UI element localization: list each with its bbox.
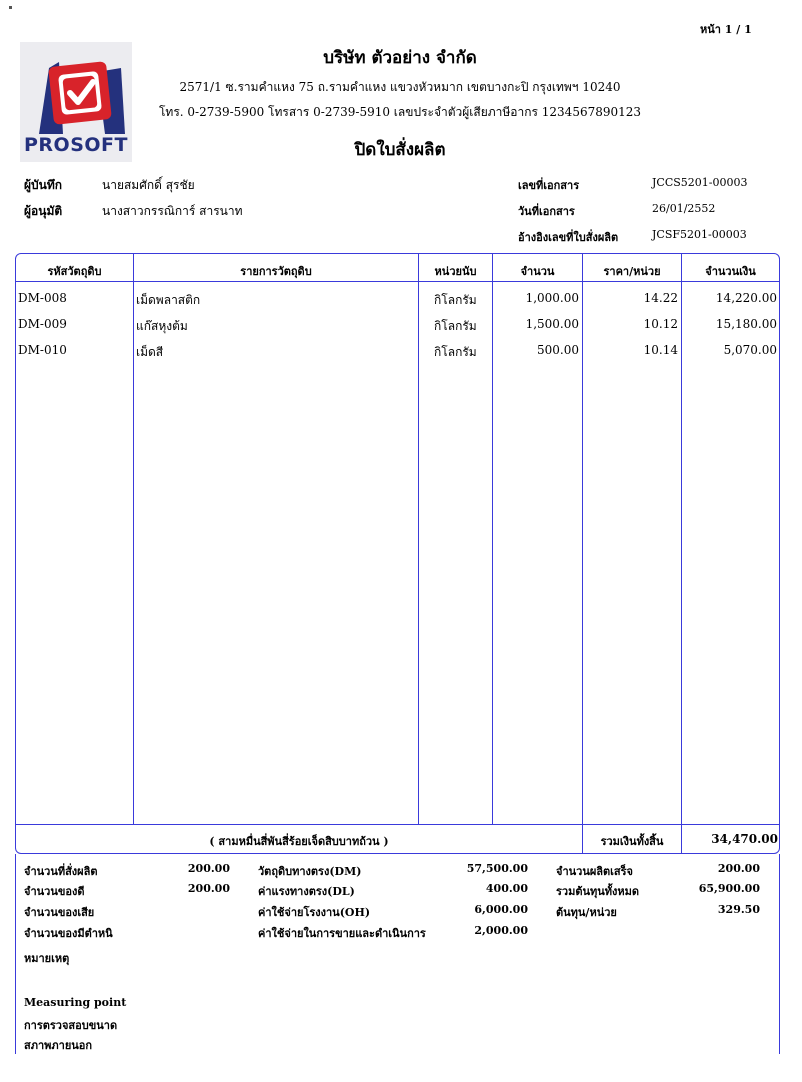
header-material-code: รหัสวัตถุดิบ [47,265,102,278]
header-price: ราคา/หน่วย [603,265,661,278]
table-row-price: 10.12 [643,317,678,331]
doc-no-label: เลขที่เอกสาร [518,179,580,192]
table-row-amount: 5,070.00 [723,343,777,357]
approver-label: ผู้อนุมัติ [24,204,63,218]
page-indicator: หน้า 1 / 1 [700,23,752,36]
doc-date-value: 26/01/2552 [652,202,716,215]
left-border-line [15,854,16,1054]
table-row-price: 14.22 [643,291,678,305]
table-row-code: DM-010 [18,343,67,357]
total-cost-value: 65,900.00 [698,882,760,895]
table-row-unit: กิโลกรัม [434,293,477,307]
waste-qty-label: จำนวนของเสีย [24,906,95,919]
oh-label: ค่าใช้จ่ายโรงงาน(OH) [258,906,371,919]
sga-value: 2,000.00 [474,924,528,937]
ordered-qty-value: 200.00 [187,862,230,875]
table-row-unit: กิโลกรัม [434,345,477,359]
table-row-name: แก๊สหุงต้ม [136,319,188,333]
company-name: บริษัท ตัวอย่าง จำกัด [323,48,477,68]
sga-label: ค่าใช้จ่ายในการขายและดำเนินการ [258,927,426,940]
table-row-qty: 1,500.00 [525,317,579,331]
dm-label: วัตถุดิบทางตรง(DM) [258,865,362,878]
doc-no-value: JCCS5201-00003 [652,176,748,189]
dm-value: 57,500.00 [466,862,528,875]
col-divider [582,253,583,854]
right-border-line [779,854,780,1054]
header-unit: หน่วยนับ [434,265,477,278]
checkmark-logo-icon [35,58,125,134]
recorder-value: นายสมศักดิ์ สุรชัย [102,178,195,192]
company-contact: โทร. 0-2739-5900 โทรสาร 0-2739-5910 เลขประจำตัวผู้เสียภาษีอากร 1234567890123 [158,105,642,119]
ref-value: JCSF5201-00003 [652,228,747,241]
col-divider [492,253,493,824]
table-row-name: เม็ดพลาสติก [136,293,201,307]
remarks-label: หมายเหตุ [24,952,70,965]
table-row-name: เม็ดสี [136,345,164,359]
amount-in-words: ( สามหมื่นสี่พันสี่ร้อยเจ็ดสิบบาทถ้วน ) [209,835,389,848]
corner-mark [9,6,12,9]
table-row-code: DM-008 [18,291,67,305]
good-qty-value: 200.00 [187,882,230,895]
document-title: ปิดใบสั่งผลิต [354,140,446,160]
table-header-divider [15,281,780,282]
dl-label: ค่าแรงทางตรง(DL) [258,885,355,898]
ref-label: อ้างอิงเลขที่ใบสั่งผลิต [518,231,619,244]
company-address: 2571/1 ซ.รามคำแหง 75 ถ.รามคำแหง แขวงหัวหมาก เขตบางกะปิ กรุงเทพฯ 10240 [179,80,621,94]
defect-qty-label: จำนวนของมีตำหนิ [24,927,113,940]
unit-cost-label: ต้นทุน/หน่วย [556,906,617,919]
oh-value: 6,000.00 [474,903,528,916]
dl-value: 400.00 [485,882,528,895]
col-divider [681,253,682,854]
unit-cost-value: 329.50 [717,903,760,916]
header-qty: จำนวน [520,265,555,278]
remarks-line: สภาพภายนอก [24,1039,93,1052]
ordered-qty-label: จำนวนที่สั่งผลิต [24,865,98,878]
finished-label: จำนวนผลิตเสร็จ [556,865,633,878]
approver-value: นางสาวกรรณิการ์ สารนาท [102,204,243,218]
total-cost-label: รวมต้นทุนทั้งหมด [556,885,640,898]
table-row-code: DM-009 [18,317,67,331]
remarks-line: Measuring point [24,996,127,1009]
good-qty-label: จำนวนของดี [24,885,85,898]
logo-text: PROSOFT [24,134,128,156]
prosoft-logo [20,42,132,162]
finished-value: 200.00 [717,862,760,875]
header-material-name: รายการวัตถุดิบ [240,265,312,278]
header-amount: จำนวนเงิน [705,265,756,278]
table-row-qty: 1,000.00 [525,291,579,305]
table-total-divider [15,824,780,825]
table-row-qty: 500.00 [537,343,579,357]
total-value: 34,470.00 [711,832,778,846]
recorder-label: ผู้บันทึก [24,178,63,192]
total-label: รวมเงินทั้งสิ้น [600,835,664,848]
table-row-amount: 15,180.00 [715,317,777,331]
table-row-amount: 14,220.00 [715,291,777,305]
remarks-line: การตรวจสอบขนาด [24,1019,118,1032]
doc-date-label: วันที่เอกสาร [518,205,575,218]
col-divider [418,253,419,824]
table-row-unit: กิโลกรัม [434,319,477,333]
col-divider [133,253,134,824]
table-row-price: 10.14 [643,343,678,357]
